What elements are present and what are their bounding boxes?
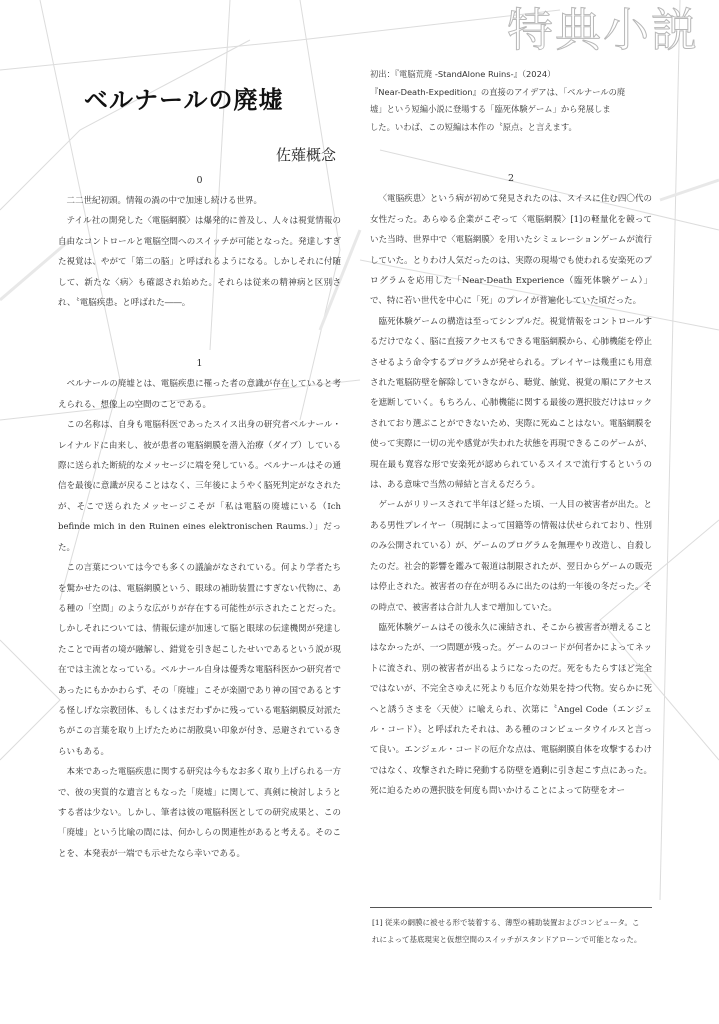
paragraph: 臨死体験ゲームの構造は至ってシンプルだ。視覚情報をコントロールするだけでなく、脳に直接アクセスもできる電脳網膜から、心肺機能を停止させるよう命令するプログラムが発せられる。プレイヤーは幾重にも用意された電脳防壁を解除していきながら、聴覚、触覚、視覚の順にアクセスを遮断していく。もちろん、心肺機能に関する最後の選択肢だけはロックされており選ぶことができないため、実際に死ぬことはない。電脳網膜を使って実際に一切の光や感覚が失われた状態を再現できるこのゲームが、現在最も寛容な形で安楽死が認められているスイスで流行するというのは、ある意味で当然の帰結と言えるだろう。 (370, 316, 652, 491)
author-name: 佐薙概念 (276, 146, 337, 164)
paragraph: ベルナールの廃墟とは、電脳疾患に罹った者の意識が存在していると考えられる、想像上の空間のことである。 (58, 379, 341, 410)
first-publication-line: した。いわば、この短編は本作の〝原点〟と言えます。 (370, 121, 577, 132)
paragraph: ゲームがリリースされて半年ほど経った頃、一人目の被害者が出た。とある男性プレイヤー（現制によって国籍等の情報は伏せられており、性別のみ公開されている）が、ゲームのプログラムを無理やり改造し、自殺したのだ。社会的影響を鑑みて報道は制限されたが、翌日からゲームの販売は停止された。被害者の存在が明るみに出たのは約一年後の冬だった。その時点で、被害者は合計九人まで増加していた。 (370, 500, 652, 613)
paragraph: 本来であった電脳疾患に関する研究は今もなお多く取り上げられる一方で、彼の実質的な遺言ともなった「廃墟」に関して、真剣に検討しようとする者は少ない。しかし、筆者は彼の電脳科医としての研究成果と、この「廃墟」という比喩の間には、何かしらの関連性があると考える。そのことを、本発表が一端でも示せたなら幸いである。 (58, 767, 341, 859)
footnote-divider (370, 907, 652, 908)
paragraph: この言葉については今でも多くの議論がなされている。何より学者たちを驚かせたのは、電脳網膜という、眼球の補助装置にすぎない代物に、ある種の「空間」のような広がりが存在する可能性が示されたことだった。しかしそれについては、情報伝達が加速して脳と眼球の伝達機関が発達したことで両者の境が融解し、錯覚を引き起こしたせいであるという説が現在では主流となっている。ベルナール自身は優秀な電脳科医かつ研究者であったにもかかわらず、その「廃墟」こそが楽園であり神の国であるとする怪しげな宗教団体、もしくはまだわずかに残っている電脳網膜反対派たちがこの言葉を取り上げたために胡散臭い印象が付き、忌避されているきらいもある。 (58, 563, 341, 757)
first-publication-line: 墟」という短編小説に登場する「臨死体験ゲーム」から発展しま (370, 104, 611, 115)
paragraph: 〈電脳疾患〉という病が初めて発見されたのは、スイスに住む四〇代の女性だった。あらゆる企業がこぞって〈電脳網膜〉[1]の軽量化を競っていた当時、世界中で〈電脳網膜〉を用いたシミュレーションゲームが流行していた。とりわけ人気だったのは、実際の現場でも使われる安楽死のプログラムを応用した「Near-Death Experience（臨死体験ゲーム）」で、特に若い世代を中心に「死」のプレイが普遍化していた頃だった。 (370, 194, 652, 307)
paragraph: この名称は、自身も電脳科医であったスイス出身の研究者ベルナール・レイナルドに由来し、彼が患者の電脳網膜を潜入治療（ダイブ）している際に送られた断続的なメッセージに端を発している。ベルナールはその通信を最後に意識が戻ることはなく、三年後にようやく脳死判定がなされたが、そこで送られたメッセージこそが「私は電脳の廃墟にいる（Ich befinde mich in den Ruinen eines elektronischen Raums.）」だった。 (58, 420, 341, 553)
section-number: 0 (196, 175, 203, 186)
corner-heading: 特典小説 (507, 3, 699, 57)
first-publication-line: 初出：『電脳荒廃 -StandAlone Ruins-』（2024） (370, 69, 556, 79)
section-number: 2 (507, 173, 515, 185)
section-number: 1 (196, 358, 203, 370)
right-column (370, 66, 652, 802)
first-publication-line: 『Near-Death-Expedition』の直接のアイデアは、「ベルナールの廃 (370, 86, 626, 97)
story-title: ベルナールの廃墟 (84, 86, 284, 114)
paragraph: テイル社の開発した〈電脳網膜〉は爆発的に普及し、人々は視覚情報の自由なコントロールと電脳空間へのスイッチが可能となった。発達しすぎた視覚は、やがて「第二の脳」と呼ばれるようになる。しかしそれに付随して、新たな〈病〉も確認され始めた。それらは従来の精神病と区別され、〝電脳疾患〟と呼ばれた――。 (58, 216, 341, 309)
footnote: [1] 従来の網膜に被せる形で装着する、薄型の補助装置およびコンピュータ。これによって基底現実と仮想空間のスイッチがスタンドアローンで可能となった。 (372, 918, 642, 944)
paragraph: 二二世紀初頭。情報の渦の中で加速し続ける世界。 (66, 196, 263, 206)
paragraph: 臨死体験ゲームはその後永久に凍結され、そこから被害者が増えることはなかったが、一つ問題が残った。ゲームのコードが何者かによってネットに流され、別の被害者が出るようになったのだ。死をもたらすほど完全ではないが、不完全さゆえに死よりも厄介な効果を持つ代物。安らかに死へと誘うさまを〈天使〉に喩えられ、次第に〝Angel Code（エンジェル・コード）〟と呼ばれたそれは、ある種のコンピュータウイルスと言って良い。エンジェル・コードの厄介な点は、電脳網膜自体を攻撃するわけではなく、攻撃された時に発動する防壁を過剰に引き起こす点にあった。死に迫るための選択肢を何度も問いかけることによって防壁をオー (370, 622, 652, 797)
left-column (58, 170, 341, 864)
